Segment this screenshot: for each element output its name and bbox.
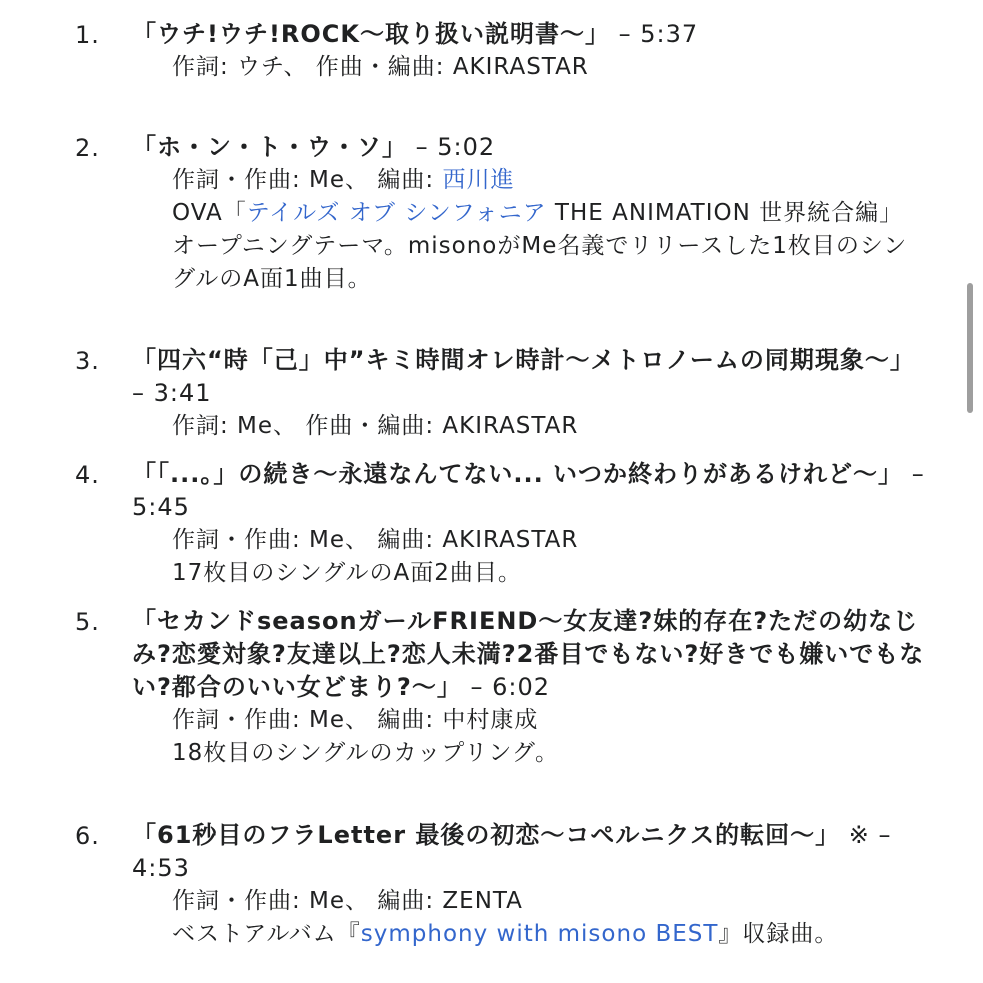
track-item [0,819,960,951]
note-text: OVA「 [172,200,247,226]
album-link[interactable]: symphony with misono BEST [360,921,719,947]
track-number: 3. [75,347,100,375]
track-title-line [132,344,925,410]
track-title-line [132,819,925,885]
track-credits: 作詞・作曲: Me、 編曲: 中村康成 [172,707,539,733]
track-credits: 作詞: Me、 作曲・編曲: AKIRASTAR [172,413,579,439]
track-number: 1. [75,21,100,49]
track-duration: – 3:41 [132,379,212,407]
track-number: 4. [75,461,100,489]
track-title: 「「...。」の続き〜永遠なんてない... いつか終わりがあるけれど〜」 [132,460,904,488]
track-title: 「ホ・ン・ト・ウ・ソ」 [132,133,407,161]
track-title: 「61秒目のフラLetter 最後の初恋〜コペルニクス的転回〜」 [132,821,841,849]
track-title: 「セカンドseasonガールFRIEND〜女友達?妹的存在?ただの幼なじみ?恋愛対象?友達以上?恋人未満?2番目でもない?好きでも嫌いでもない?都合のいい女どまり?〜」 [132,607,925,701]
track-item [0,344,960,443]
track-title-line [132,605,925,704]
track-item [0,131,960,296]
track-credits: 作詞: ウチ、 作曲・編曲: AKIRASTAR [172,54,589,80]
track-number: 6. [75,822,100,850]
track-item [0,605,960,770]
track-note: 18枚目のシングルのカップリング。 [172,740,560,766]
scrollbar-thumb[interactable] [967,283,973,413]
track-item [0,458,960,590]
track-duration: – 5:37 [609,20,699,48]
track-item [0,18,960,84]
track-duration: ※ – 4:53 [132,821,892,882]
track-note [172,197,920,296]
note-text: ベストアルバム『 [172,921,361,947]
note-text: THE ANIMATION 世界統合編」オープニングテーマ。misonoがMe名義でリリースした1枚目のシングルのA面1曲目。 [172,200,908,292]
track-credits [172,164,920,197]
track-duration: – 6:02 [461,673,550,701]
track-title-line [132,131,925,164]
track-title: 「四六“時「己」中”キミ時間オレ時計〜メトロノームの同期現象〜」 [132,346,915,374]
track-number: 5. [75,608,100,636]
credits-text: 作詞・作曲: Me、 編曲: [172,167,443,193]
anime-link[interactable]: テイルズ オブ シンフォニア [246,200,547,226]
track-title-line [132,18,925,51]
track-number: 2. [75,134,100,162]
track-note: 17枚目のシングルのA面2曲目。 [172,560,522,586]
note-text: 』収録曲。 [718,921,839,947]
track-credits: 作詞・作曲: Me、 編曲: AKIRASTAR [172,527,579,553]
track-title-line [132,458,925,524]
track-note [172,918,920,951]
arranger-link[interactable]: 西川進 [442,167,515,193]
track-duration: – 5:45 [132,460,925,521]
track-title: 「ウチ!ウチ!ROCK〜取り扱い説明書〜」 [132,20,610,48]
track-credits: 作詞・作曲: Me、 編曲: ZENTA [172,888,523,914]
track-duration: – 5:02 [407,133,496,161]
